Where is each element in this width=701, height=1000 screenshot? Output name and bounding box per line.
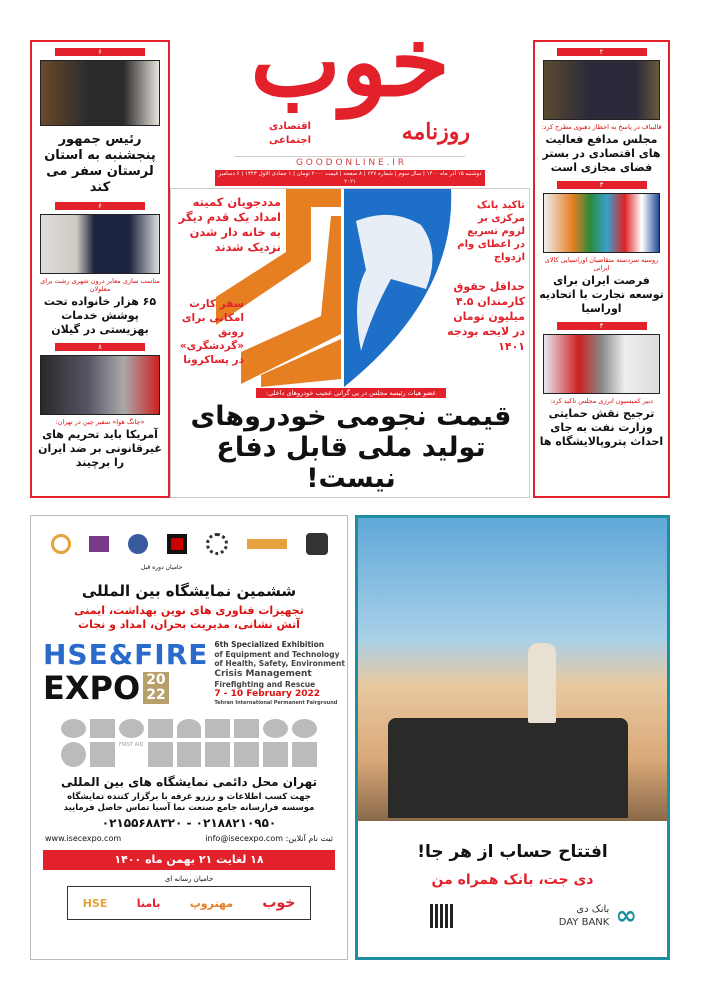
bank-ad-headline: افتتاح حساب از هر جا! (417, 842, 608, 862)
expo-venue-en: Tehran International Permanent Fairground (214, 700, 338, 706)
hse-fire-expo-ad[interactable] (30, 515, 348, 960)
media-logo: بامنا (136, 896, 161, 910)
tag-social: اجتماعی (268, 135, 312, 146)
logo-subtitle: روزنامه (401, 119, 470, 145)
headline[interactable]: ۶۵ هزار خانواده تحت پوشش خدمات بهزیستی در گیلان (43, 295, 157, 336)
main-kicker: عضو هیات رئیسه مجلس در پی گرانی عجیب خودروهای داخلی: (256, 388, 446, 398)
sponsor-logo (51, 534, 71, 554)
bank-name-en: DAY BANK (558, 917, 610, 928)
news-photo (40, 214, 160, 274)
contact-line (31, 831, 347, 846)
news-item (535, 316, 668, 449)
news-item (32, 337, 168, 470)
expo-date-en: 7 - 10 February 2022 (214, 689, 321, 699)
expo-en-line: Crisis Management (214, 668, 312, 679)
year-badge (143, 672, 168, 704)
kicker: قالیباف در پاسخ به اخطار دهنوی مطرح کرد: (541, 123, 662, 131)
phone-numbers: ۰۲۱۵۵۶۸۸۳۲۰ - ۰۲۱۸۸۲۱۰۹۵۰ (101, 816, 277, 830)
side-story[interactable]: تاکید بانک مرکزی بر لزوم تسریع در اعطای وام ازدواج (457, 200, 525, 263)
sponsor-logo (89, 536, 109, 552)
newspaper-logo: خوب (250, 5, 450, 118)
info-line: موسسه فرارسانه جامع صنعت نما آسیا تماس حاصل فرمایید (63, 803, 315, 813)
expo-subtitle: آتش نشانی، مدیریت بحران، امداد و نجات (78, 618, 300, 631)
venue: تهران محل دائمی نمایشگاه های بین المللی (60, 775, 318, 789)
sponsors-caption: حامیان دوره قبل (141, 564, 183, 571)
news-photo (543, 193, 660, 253)
safety-icons (61, 719, 317, 767)
suit-icon (234, 719, 259, 738)
day-bank-logo (559, 901, 637, 931)
extinguisher-icon (292, 742, 317, 767)
ear-icon (61, 742, 86, 767)
sponsor-logo (247, 539, 287, 549)
expo-en-line: of Health, Safety, Environment (214, 659, 345, 668)
harness-icon (205, 742, 230, 767)
sponsor-logos (41, 524, 337, 564)
hse-fire-logo: HSE&FIRE (43, 638, 209, 671)
headline[interactable]: مجلس مدافع فعالیت های اقتصادی در بستر فضای مجازی است (542, 133, 661, 174)
expo-logo-block (43, 640, 347, 707)
kicker: مناسب سازی معابر درون شهری رشت برای معلولان (40, 277, 160, 293)
kicker: روسیه سردسته متقاضیان اوراسیایی کالای ایرانی (544, 256, 659, 272)
news-item (32, 42, 168, 196)
person-shape (528, 643, 556, 723)
traffic-icon (263, 742, 288, 767)
qr-code[interactable] (430, 904, 454, 928)
main-story (170, 188, 530, 498)
news-photo (543, 334, 660, 394)
tag-economic: اقتصادی (269, 121, 311, 132)
page-number: ۲ (557, 48, 647, 56)
kicker: «چانگ هوا» سفیر چین در تهران: (55, 418, 145, 426)
website-link[interactable]: www.isecexpo.com (45, 834, 122, 843)
expo-logo: EXPO (43, 669, 141, 707)
bank-ad-footer (430, 901, 637, 931)
logo-tags (255, 120, 325, 148)
news-photo (543, 60, 660, 120)
mask-icon (263, 719, 288, 738)
ad-photo-desert-jeep (358, 518, 667, 821)
sponsor-logo (167, 534, 187, 554)
headline[interactable]: آمریکا باید تحریم های غیرقانونی بر ضد ایران را برچیند (38, 428, 162, 469)
page-number: ۴ (557, 322, 647, 330)
media-sponsors (67, 886, 311, 920)
headline[interactable]: رئیس جمهور پنجشنبه به استان لرستان سفر می کند (44, 132, 156, 195)
media-logo: HSE (82, 896, 108, 910)
info-line: جهت کسب اطلاعات و رزرو غرفه با برگزار کننده نمایشگاه (67, 792, 311, 802)
expo-subtitle: تجهیزات فناوری های نوین بهداشت، ایمنی (74, 604, 304, 617)
side-story[interactable]: سفر کارت امکانی برای رونق «گردشگری» در پساکرونا (179, 298, 244, 366)
side-story[interactable]: مددجویان کمیته امداد یک قدم دیگر به خانه دار شدن نزدیک شدند (178, 195, 281, 254)
email-link[interactable]: info@isecexpo.com (205, 834, 284, 843)
media-logo: خوب (262, 895, 296, 911)
glove-icon (90, 742, 115, 767)
website: G O O D O N L I N E . I R (235, 156, 465, 169)
page-number: ۶ (55, 48, 145, 56)
helmet-icon (292, 719, 317, 738)
first-aid-icon: FIRST AID (119, 742, 144, 748)
sponsor-logo (306, 533, 328, 555)
register-label: ثبت نام آنلاین: (285, 834, 333, 843)
news-photo (40, 60, 160, 126)
bank-name-fa: بانک دی (576, 904, 610, 915)
hardhat-icon (177, 719, 202, 738)
media-caption: حامیان رسانه ای (164, 875, 214, 883)
main-headline[interactable]: قیمت نجومی خودروهای تولید ملی قابل دفاع نیست! (190, 401, 512, 494)
earmuff-icon (61, 719, 86, 738)
sponsor-logo (206, 533, 228, 555)
vest-icon (205, 719, 230, 738)
news-item (535, 42, 668, 175)
expo-en-line: 6th Specialized Exhibition (214, 640, 325, 649)
date-bar: ۱۸ لغایت ۲۱ بهمن ماه ۱۴۰۰ (43, 850, 335, 870)
page-number: ۳ (557, 181, 647, 189)
expo-en-line: of Equipment and Technology (214, 649, 340, 659)
bank-ad-slogan: دی جت، بانک همراه من (431, 872, 594, 888)
media-logo: مهتروپ (189, 896, 234, 910)
headline[interactable]: ترجیح نقش حمایتی وزارت نفت به جای احداث پتروپالایشگاه ها (539, 407, 664, 448)
expo-en-line: Firefighting and Rescue (214, 679, 316, 689)
right-news-column (533, 40, 670, 498)
gloves-icon (148, 742, 173, 767)
expo-title: ششمین نمایشگاه بین المللی (81, 582, 297, 600)
left-news-column (30, 40, 170, 498)
day-bank-ad[interactable] (355, 515, 670, 960)
side-story[interactable]: حداقل حقوق کارمندان ۴.۵ میلیون تومان در لایحه بودجه ۱۴۰۱ (447, 280, 525, 353)
headline[interactable]: فرصت ایران برای توسعه تجارت با اتحادیه اوراسیا (539, 274, 664, 315)
year-part: 22 (146, 687, 166, 703)
goggles-icon (119, 719, 144, 738)
news-item (535, 175, 668, 316)
dateline: دوشنبه ۱۵ آذر ماه ۱۴۰۰ | سال سوم | شماره ۶۲۷ | ۸ صفحه | قیمت ۲۰۰۰ تومان | ۱ جمادی الاول ۱۴۴۳ | ۶ دسامبر ۲۰۲۱ (215, 170, 485, 186)
year-part: 20 (146, 672, 166, 688)
hazard-icon (148, 719, 173, 738)
news-item (32, 196, 168, 337)
page-number: ۸ (55, 343, 145, 351)
welding-icon (234, 742, 259, 767)
page-number: ۶ (55, 202, 145, 210)
kicker: دبیر کمیسیون انرژی مجلس تاکید کرد: (550, 397, 653, 405)
infinity-logo-icon: ∞ (615, 901, 637, 931)
sponsor-logo (128, 534, 148, 554)
boot-icon (90, 719, 115, 738)
head-icon (177, 742, 202, 767)
jeep-shape (388, 718, 628, 818)
news-photo (40, 355, 160, 415)
